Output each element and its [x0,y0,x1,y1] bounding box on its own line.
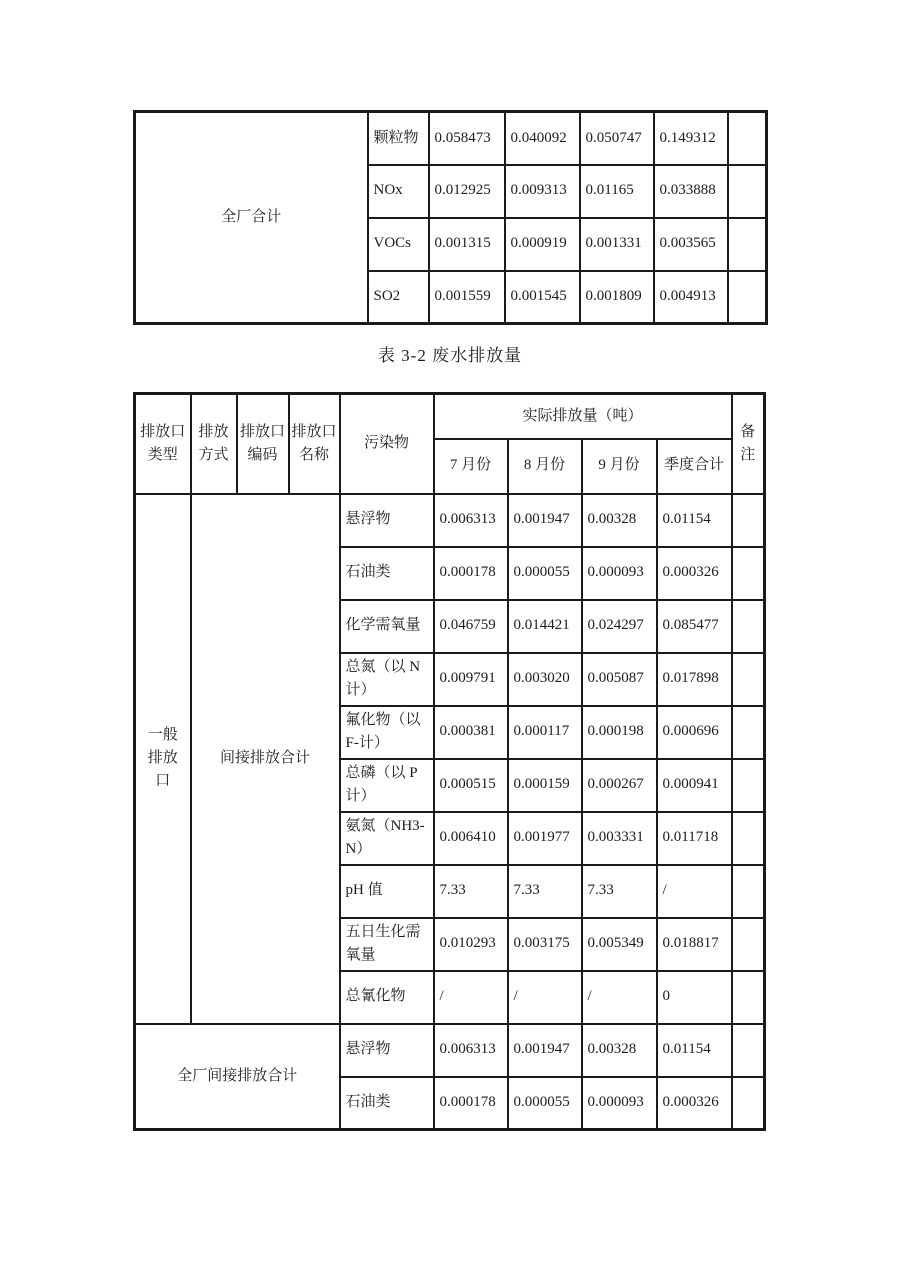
value-cell: 0.01154 [657,1024,732,1077]
value-cell: 0.050747 [580,112,654,165]
value-cell: 0.011718 [657,812,732,865]
table-row [135,1024,765,1077]
header-outlet-name: 排放口名称 [289,394,340,494]
value-cell: 0.01165 [580,165,654,218]
remark-cell [732,653,765,706]
value-cell: / [657,865,732,918]
remark-cell [732,1077,765,1130]
value-cell: 0.001559 [429,271,505,324]
value-cell: 0.000055 [508,1077,582,1130]
value-cell: 0.001947 [508,494,582,547]
value-cell: 0 [657,971,732,1024]
remark-cell [728,112,767,165]
pollutant-cell: VOCs [368,218,429,271]
header-discharge-method: 排放方式 [191,394,237,494]
pollutant-cell: 氨氮（NH3-N） [340,812,434,865]
value-cell: 0.001315 [429,218,505,271]
value-cell: 0.000941 [657,759,732,812]
value-cell: 0.012925 [429,165,505,218]
value-cell: 0.000919 [505,218,580,271]
value-cell: 0.000093 [582,547,657,600]
remark-cell [732,759,765,812]
value-cell: 0.006410 [434,812,508,865]
table-row [135,494,765,547]
value-cell: 0.000117 [508,706,582,759]
pollutant-cell: 悬浮物 [340,1024,434,1077]
header-quarter-total: 季度合计 [657,439,732,494]
value-cell: 0.006313 [434,1024,508,1077]
value-cell: 0.018817 [657,918,732,971]
value-cell: 0.000326 [657,547,732,600]
pollutant-cell: 石油类 [340,1077,434,1130]
value-cell: 0.085477 [657,600,732,653]
value-cell: 0.033888 [654,165,728,218]
table-row [135,112,767,165]
value-cell: 0.017898 [657,653,732,706]
value-cell: / [582,971,657,1024]
remark-cell [732,547,765,600]
value-cell: 0.003331 [582,812,657,865]
table-header-row [135,394,765,439]
remark-cell [732,1024,765,1077]
value-cell: 0.010293 [434,918,508,971]
value-cell: 0.01154 [657,494,732,547]
value-cell: 0.040092 [505,112,580,165]
wastewater-discharge-table [133,392,766,1131]
pollutant-cell: 总氮（以 N 计） [340,653,434,706]
value-cell: 0.001947 [508,1024,582,1077]
pollutant-cell: SO2 [368,271,429,324]
value-cell: 0.149312 [654,112,728,165]
value-cell: 0.006313 [434,494,508,547]
remark-cell [728,271,767,324]
value-cell: 0.001331 [580,218,654,271]
outlet-type-cell: 一般排放口 [135,494,191,1024]
value-cell: 0.014421 [508,600,582,653]
header-august: 8 月份 [508,439,582,494]
value-cell: / [508,971,582,1024]
value-cell: 0.005087 [582,653,657,706]
remark-cell [728,165,767,218]
value-cell: 0.000198 [582,706,657,759]
remark-cell [728,218,767,271]
header-pollutant: 污染物 [340,394,434,494]
value-cell: 0.00328 [582,494,657,547]
pollutant-cell: 氟化物（以 F-计） [340,706,434,759]
indirect-discharge-group-cell: 间接排放合计 [191,494,340,1024]
pollutant-cell: 总磷（以 P 计） [340,759,434,812]
value-cell: 0.001977 [508,812,582,865]
value-cell: 0.000326 [657,1077,732,1130]
value-cell: 0.003175 [508,918,582,971]
remark-cell [732,600,765,653]
header-actual-amount: 实际排放量（吨） [434,394,732,439]
value-cell: 0.001809 [580,271,654,324]
value-cell: 0.00328 [582,1024,657,1077]
pollutant-cell: 悬浮物 [340,494,434,547]
pollutant-cell: 五日生化需氧量 [340,918,434,971]
value-cell: 0.003020 [508,653,582,706]
header-july: 7 月份 [434,439,508,494]
value-cell: 7.33 [508,865,582,918]
waste-gas-totals-table [133,110,768,325]
factory-total-group-cell: 全厂合计 [135,112,368,324]
value-cell: 0.004913 [654,271,728,324]
value-cell: 0.000381 [434,706,508,759]
pollutant-cell: NOx [368,165,429,218]
value-cell: 0.000178 [434,547,508,600]
value-cell: 0.000159 [508,759,582,812]
table-3-2-caption: 表 3-2 废水排放量 [377,346,523,365]
value-cell: 0.005349 [582,918,657,971]
pollutant-cell: 化学需氧量 [340,600,434,653]
pollutant-cell: pH 值 [340,865,434,918]
value-cell: 0.009313 [505,165,580,218]
value-cell: 7.33 [582,865,657,918]
header-outlet-type: 排放口类型 [135,394,191,494]
factory-indirect-total-group-cell: 全厂间接排放合计 [135,1024,340,1130]
value-cell: 0.000178 [434,1077,508,1130]
value-cell: 0.046759 [434,600,508,653]
value-cell: 0.001545 [505,271,580,324]
header-september: 9 月份 [582,439,657,494]
pollutant-cell: 总氰化物 [340,971,434,1024]
value-cell: 0.000267 [582,759,657,812]
remark-cell [732,812,765,865]
header-outlet-code: 排放口编码 [237,394,289,494]
remark-cell [732,971,765,1024]
value-cell: 0.000093 [582,1077,657,1130]
value-cell: 0.024297 [582,600,657,653]
pollutant-cell: 颗粒物 [368,112,429,165]
remark-cell [732,494,765,547]
value-cell: 0.058473 [429,112,505,165]
value-cell: 0.000515 [434,759,508,812]
value-cell: 0.009791 [434,653,508,706]
remark-cell [732,865,765,918]
remark-cell [732,706,765,759]
value-cell: 0.003565 [654,218,728,271]
value-cell: 0.000055 [508,547,582,600]
value-cell: 7.33 [434,865,508,918]
value-cell: 0.000696 [657,706,732,759]
remark-cell [732,918,765,971]
pollutant-cell: 石油类 [340,547,434,600]
value-cell: / [434,971,508,1024]
header-remark: 备注 [732,394,765,494]
